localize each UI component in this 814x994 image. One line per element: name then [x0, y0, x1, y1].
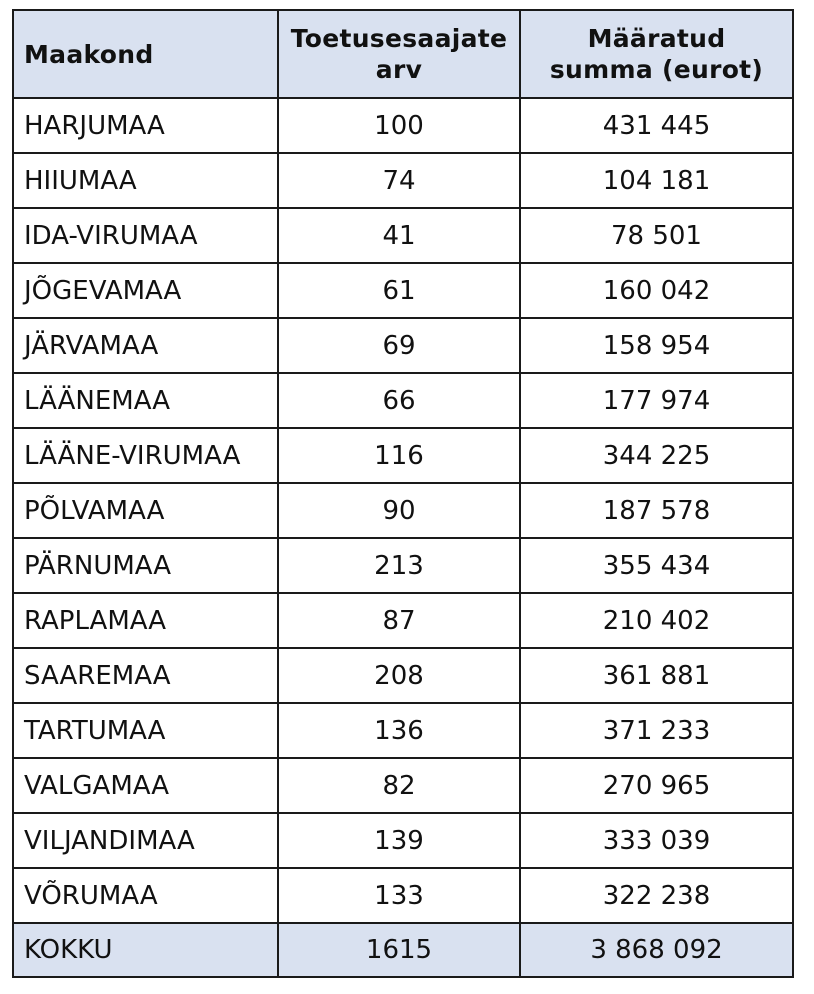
county-cell: TARTUMAA: [13, 703, 278, 758]
county-cell: PÕLVAMAA: [13, 483, 278, 538]
recipients-cell: 136: [278, 703, 520, 758]
amount-cell: 78 501: [520, 208, 793, 263]
amount-cell: 333 039: [520, 813, 793, 868]
recipients-cell: 61: [278, 263, 520, 318]
amount-cell: 158 954: [520, 318, 793, 373]
amount-cell: 361 881: [520, 648, 793, 703]
amount-cell: 270 965: [520, 758, 793, 813]
recipients-cell: 82: [278, 758, 520, 813]
header-amount-line2: summa (eurot): [549, 55, 764, 84]
recipients-cell: 41: [278, 208, 520, 263]
table-body: [13, 98, 793, 923]
table-header: [13, 10, 793, 98]
county-cell: VÕRUMAA: [13, 868, 278, 923]
header-amount: [520, 10, 793, 98]
table-row: [13, 483, 793, 538]
recipients-cell: 87: [278, 593, 520, 648]
recipients-cell: 69: [278, 318, 520, 373]
table-row: [13, 813, 793, 868]
county-cell: LÄÄNE-VIRUMAA: [13, 428, 278, 483]
header-row: [13, 10, 793, 98]
county-cell: HARJUMAA: [13, 98, 278, 153]
county-support-table: [12, 9, 794, 978]
amount-cell: 210 402: [520, 593, 793, 648]
table-row: [13, 868, 793, 923]
header-county: Maakond: [13, 10, 278, 98]
table-row: [13, 208, 793, 263]
county-cell: RAPLAMAA: [13, 593, 278, 648]
county-cell: LÄÄNEMAA: [13, 373, 278, 428]
table-row: [13, 98, 793, 153]
recipients-cell: 90: [278, 483, 520, 538]
recipients-cell: 213: [278, 538, 520, 593]
county-cell: PÄRNUMAA: [13, 538, 278, 593]
county-cell: HIIUMAA: [13, 153, 278, 208]
recipients-cell: 66: [278, 373, 520, 428]
table-row: [13, 648, 793, 703]
table-row: [13, 593, 793, 648]
table-row: [13, 318, 793, 373]
county-cell: VILJANDIMAA: [13, 813, 278, 868]
table-footer: [13, 923, 793, 977]
amount-cell: 104 181: [520, 153, 793, 208]
amount-cell: 177 974: [520, 373, 793, 428]
amount-cell: 344 225: [520, 428, 793, 483]
amount-cell: 322 238: [520, 868, 793, 923]
header-recipients-line2: arv: [375, 55, 423, 84]
header-recipients-line1: Toetusesaajate: [290, 24, 508, 53]
header-recipients-count: [278, 10, 520, 98]
recipients-cell: 116: [278, 428, 520, 483]
table-row: [13, 538, 793, 593]
recipients-cell: 74: [278, 153, 520, 208]
recipients-cell: 208: [278, 648, 520, 703]
table-row: [13, 153, 793, 208]
amount-cell: 160 042: [520, 263, 793, 318]
recipients-cell: 100: [278, 98, 520, 153]
total-label: KOKKU: [13, 923, 278, 977]
table-row: [13, 263, 793, 318]
table-row: [13, 703, 793, 758]
amount-cell: 431 445: [520, 98, 793, 153]
table-row: [13, 373, 793, 428]
recipients-cell: 139: [278, 813, 520, 868]
total-amount: 3 868 092: [520, 923, 793, 977]
header-amount-line1: Määratud: [587, 24, 726, 53]
total-row: [13, 923, 793, 977]
county-cell: JÕGEVAMAA: [13, 263, 278, 318]
county-cell: SAAREMAA: [13, 648, 278, 703]
amount-cell: 355 434: [520, 538, 793, 593]
amount-cell: 371 233: [520, 703, 793, 758]
amount-cell: 187 578: [520, 483, 793, 538]
recipients-cell: 133: [278, 868, 520, 923]
county-cell: VALGAMAA: [13, 758, 278, 813]
county-cell: IDA-VIRUMAA: [13, 208, 278, 263]
total-recipients: 1615: [278, 923, 520, 977]
county-cell: JÄRVAMAA: [13, 318, 278, 373]
table-row: [13, 428, 793, 483]
table-row: [13, 758, 793, 813]
